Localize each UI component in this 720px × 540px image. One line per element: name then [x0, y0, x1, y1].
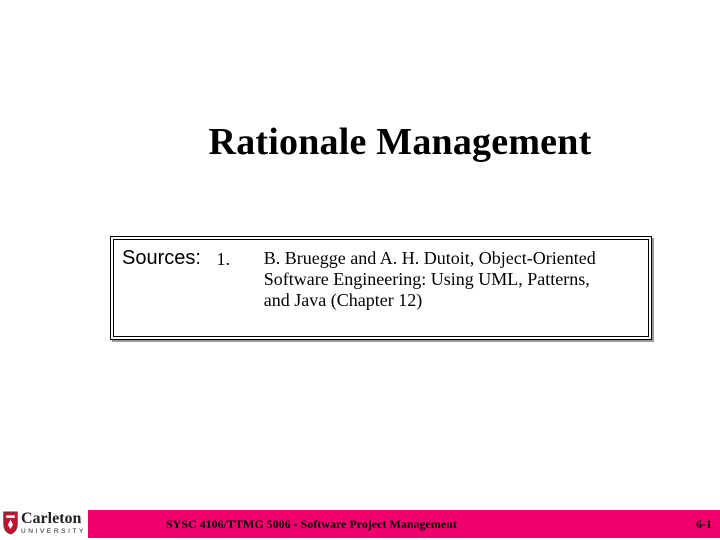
sources-row — [122, 246, 638, 311]
source-citation — [264, 246, 638, 311]
page-number: 6-1 — [696, 517, 712, 531]
source-citation-line: Software Engineering: Using UML, Patterns, — [263, 269, 590, 289]
logo-name: Carleton — [20, 509, 82, 527]
slide-title: Rationale Management — [208, 121, 592, 163]
footer-bar — [88, 510, 720, 538]
source-citation-line: B. Bruegge and A. H. Dutoit, Object-Oriented — [263, 248, 596, 268]
sources-box — [110, 236, 652, 340]
course-title: SYSC 4106/TTMG 5006 - Software Project Management — [166, 517, 457, 531]
university-logo — [0, 506, 86, 540]
source-number: 1. — [216, 249, 231, 269]
logo-subtitle: UNIVERSITY — [20, 527, 86, 535]
shield-icon — [2, 508, 19, 538]
sources-label: Sources: — [122, 247, 201, 269]
source-citation-line: and Java (Chapter 12) — [263, 290, 423, 310]
logo-text — [21, 511, 86, 536]
slide-footer — [0, 506, 720, 540]
